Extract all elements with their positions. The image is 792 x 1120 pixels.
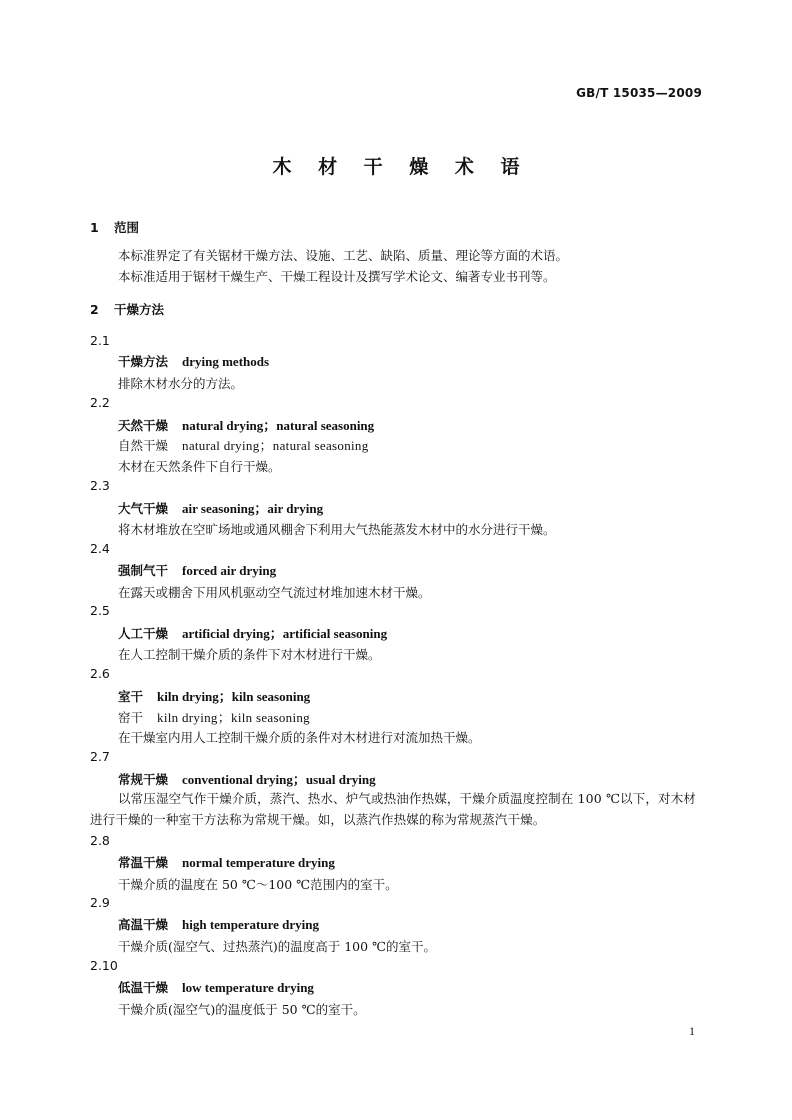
section-number: 2 <box>90 302 99 317</box>
term-en: kiln drying；kiln seasoning <box>157 689 311 704</box>
term-en: conventional drying；usual drying <box>182 772 376 787</box>
term-definition: 干燥介质(湿空气)的温度低于 50 ℃的室干。 <box>118 1002 366 1017</box>
clause-number: 2.9 <box>90 895 110 910</box>
term-en: normal temperature drying <box>182 855 335 870</box>
clause-number: 2.1 <box>90 333 110 348</box>
term-zh: 天然干燥 <box>118 418 169 433</box>
term-definition: 在露天或棚舍下用风机驱动空气流过材堆加速木材干燥。 <box>118 585 431 600</box>
clause-number: 2.5 <box>90 603 110 618</box>
term-en: drying methods <box>182 354 270 369</box>
synonym-entry <box>118 435 369 454</box>
term-en: high temperature drying <box>182 917 319 932</box>
document-title: 木 材 干 燥 术 语 <box>272 156 530 178</box>
term-entry <box>118 352 269 370</box>
term-definition: 干燥介质的温度在 50 ℃～100 ℃范围内的室干。 <box>118 877 398 892</box>
term-en: artificial drying；artificial seasoning <box>182 626 388 641</box>
term-zh: 室干 <box>118 689 144 704</box>
term-definition: 木材在天然条件下自行干燥。 <box>118 459 281 474</box>
term-entry <box>118 623 387 642</box>
section-2-heading <box>90 300 164 318</box>
synonym-en: kiln drying；kiln seasoning <box>157 710 310 725</box>
term-entry <box>118 415 374 434</box>
paragraph: 本标准适用于锯材干燥生产、干燥工程设计及撰写学术论文、编著专业书刊等。 <box>118 269 556 284</box>
synonym-en: natural drying；natural seasoning <box>182 438 369 453</box>
paragraph: 本标准界定了有关锯材干燥方法、设施、工艺、缺陷、质量、理论等方面的术语。 <box>118 248 569 263</box>
clause-number: 2.10 <box>90 958 118 973</box>
clause-number: 2.2 <box>90 395 110 410</box>
clause-number: 2.6 <box>90 666 110 681</box>
term-definition: 排除木材水分的方法。 <box>118 376 244 391</box>
term-en: air seasoning；air drying <box>182 501 324 516</box>
term-entry <box>118 853 335 871</box>
term-definition: 在人工控制干燥介质的条件下对木材进行干燥。 <box>118 647 381 662</box>
term-entry <box>118 915 319 933</box>
clause-number: 2.4 <box>90 541 110 556</box>
page-number: 1 <box>689 1024 695 1038</box>
term-zh: 常规干燥 <box>118 772 169 787</box>
term-definition: 在干燥室内用人工控制干燥介质的条件对木材进行对流加热干燥。 <box>118 730 481 745</box>
term-zh: 大气干燥 <box>118 501 169 516</box>
term-zh: 强制气干 <box>118 563 169 578</box>
term-entry <box>118 686 310 705</box>
term-definition: 以常压湿空气作干燥介质，蒸汽、热水、炉气或热油作热媒，干燥介质温度控制在 100 ℃以下，对木材进行干燥的一种室干方法称为常规干燥。如，以蒸汽作热媒的称为常规蒸汽干燥。 <box>90 791 696 827</box>
section-1-heading <box>90 218 139 236</box>
term-zh: 干燥方法 <box>118 354 169 369</box>
term-zh: 人工干燥 <box>118 626 169 641</box>
clause-number: 2.3 <box>90 478 110 493</box>
synonym-entry <box>118 707 310 726</box>
term-entry <box>118 498 323 517</box>
term-entry <box>118 561 276 579</box>
term-definition: 将木材堆放在空旷场地或通风棚舍下利用大气热能蒸发木材中的水分进行干燥。 <box>118 522 556 537</box>
synonym-zh: 窑干 <box>118 710 144 725</box>
term-en: low temperature drying <box>182 980 314 995</box>
section-title: 范围 <box>114 220 140 235</box>
term-definition: 干燥介质(湿空气、过热蒸汽)的温度高于 100 ℃的室干。 <box>118 939 437 954</box>
term-zh: 高温干燥 <box>118 917 169 932</box>
term-zh: 常温干燥 <box>118 855 169 870</box>
term-en: natural drying；natural seasoning <box>182 418 375 433</box>
clause-number: 2.7 <box>90 749 110 764</box>
standard-code: GB/T 15035—2009 <box>576 86 702 100</box>
term-entry <box>118 978 314 996</box>
term-en: forced air drying <box>182 563 277 578</box>
clause-number: 2.8 <box>90 833 110 848</box>
section-number: 1 <box>90 220 99 235</box>
term-zh: 低温干燥 <box>118 980 169 995</box>
synonym-zh: 自然干燥 <box>118 438 169 453</box>
term-entry <box>118 769 376 788</box>
section-title: 干燥方法 <box>114 302 165 317</box>
